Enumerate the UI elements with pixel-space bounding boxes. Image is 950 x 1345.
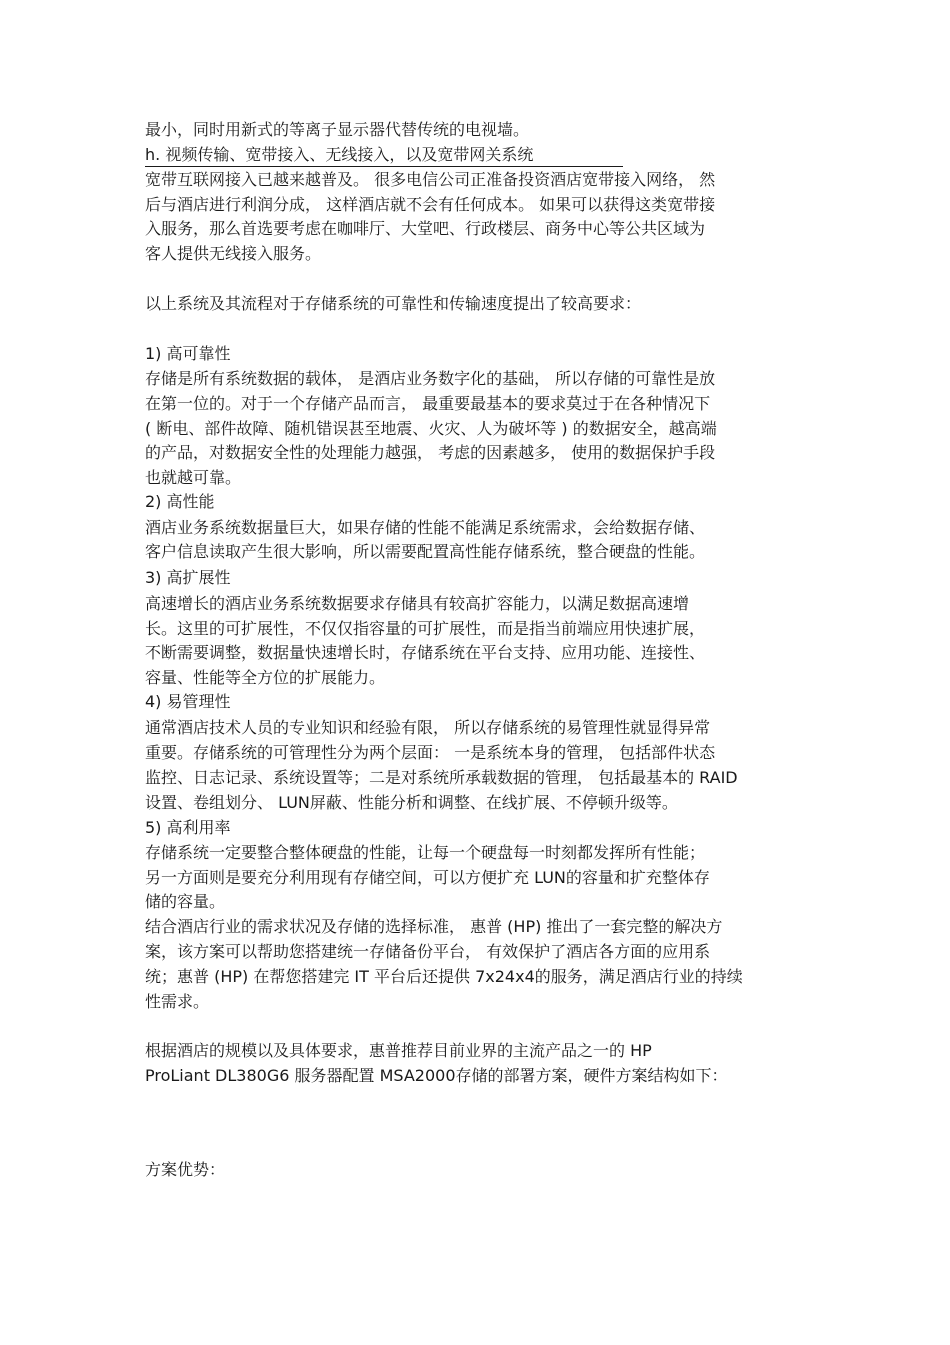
text-line: 最小，同时用新式的等离子显示器代替传统的电视墙。 [145,120,530,139]
text-line: 客户信息读取产生很大影响，所以需要配置高性能存储系统，整合硬盘的性能。 [145,542,706,561]
text-line: 另一方面则是要充分利用现有存储空间，可以方便扩充 LUN的容量和扩充整体存 [145,868,710,887]
section-heading: 方案优势： [145,1160,226,1179]
text-line: 监控、日志记录、系统设置等；二是对系统所承载数据的管理， 包括最基本的 RAID [145,768,738,787]
numbered-heading: 1) 高可靠性 [145,344,231,363]
numbered-heading: 2) 高性能 [145,492,215,511]
numbered-heading: 3) 高扩展性 [145,568,231,587]
text-line: 统；惠普 (HP) 在帮您搭建完 IT 平台后还提供 7x24x4的服务，满足酒店行业的持续 [145,967,743,986]
text-line: 以上系统及其流程对于存储系统的可靠性和传输速度提出了较高要求： [145,294,642,313]
numbered-heading: 5) 高利用率 [145,818,231,837]
text-line: 案，该方案可以帮助您搭建统一存储备份平台， 有效保护了酒店各方面的应用系 [145,942,711,961]
numbered-heading: 4) 易管理性 [145,692,231,711]
text-line: 后与酒店进行利润分成， 这样酒店就不会有任何成本。 如果可以获得这类宽带接 [145,195,716,214]
text-line: 宽带互联网接入已越来越普及。 很多电信公司正准备投资酒店宽带接入网络， 然 [145,170,716,189]
text-line: 的产品，对数据安全性的处理能力越强， 考虑的因素越多， 使用的数据保护手段 [145,443,716,462]
section-heading-h: h. 视频传输、宽带接入、无线接入，以及宽带网关系统 [145,145,623,167]
text-line: 也就越可靠。 [145,468,242,487]
text-line: ( 断电、部件故障、随机错误甚至地震、火灾、人为破坏等 ) 的数据安全，越高端 [145,419,717,438]
text-line: 酒店业务系统数据量巨大，如果存储的性能不能满足系统需求，会给数据存储、 [145,518,706,537]
text-line: 根据酒店的规模以及具体要求，惠普推荐目前业界的主流产品之一的 HP [145,1041,652,1060]
text-line: 入服务，那么首选要考虑在咖啡厅、大堂吧、行政楼层、商务中心等公共区域为 [145,219,706,238]
text-line: 存储是所有系统数据的载体， 是酒店业务数字化的基础， 所以存储的可靠性是放 [145,369,716,388]
text-line: 在第一位的。对于一个存储产品而言， 最重要最基本的要求莫过于在各种情况下 [145,394,711,413]
text-line: 储的容量。 [145,892,226,911]
text-line: 通常酒店技术人员的专业知识和经验有限， 所以存储系统的易管理性就显得异常 [145,718,711,737]
text-line: 不断需要调整，数据量快速增长时，存储系统在平台支持、应用功能、连接性、 [145,643,706,662]
text-line: 客人提供无线接入服务。 [145,244,322,263]
text-line: ProLiant DL380G6 服务器配置 MSA2000存储的部署方案，硬件方案结构如下： [145,1066,728,1085]
text-line: 高速增长的酒店业务系统数据要求存储具有较高扩容能力，以满足数据高速增 [145,594,690,613]
text-line: 长。这里的可扩展性，不仅仅指容量的可扩展性，而是指当前端应用快速扩展， [145,619,706,638]
text-line: 性需求。 [145,992,210,1011]
text-line: 存储系统一定要整合整体硬盘的性能，让每一个硬盘每一时刻都发挥所有性能； [145,843,706,862]
text-line: 容量、性能等全方位的扩展能力。 [145,668,386,687]
text-line: 设置、卷组划分、 LUN屏蔽、性能分析和调整、在线扩展、不停顿升级等。 [145,793,678,812]
text-line: 重要。存储系统的可管理性分为两个层面： 一是系统本身的管理， 包括部件状态 [145,743,716,762]
text-line: 结合酒店行业的需求状况及存储的选择标准， 惠普 (HP) 推出了一套完整的解决方 [145,917,723,936]
